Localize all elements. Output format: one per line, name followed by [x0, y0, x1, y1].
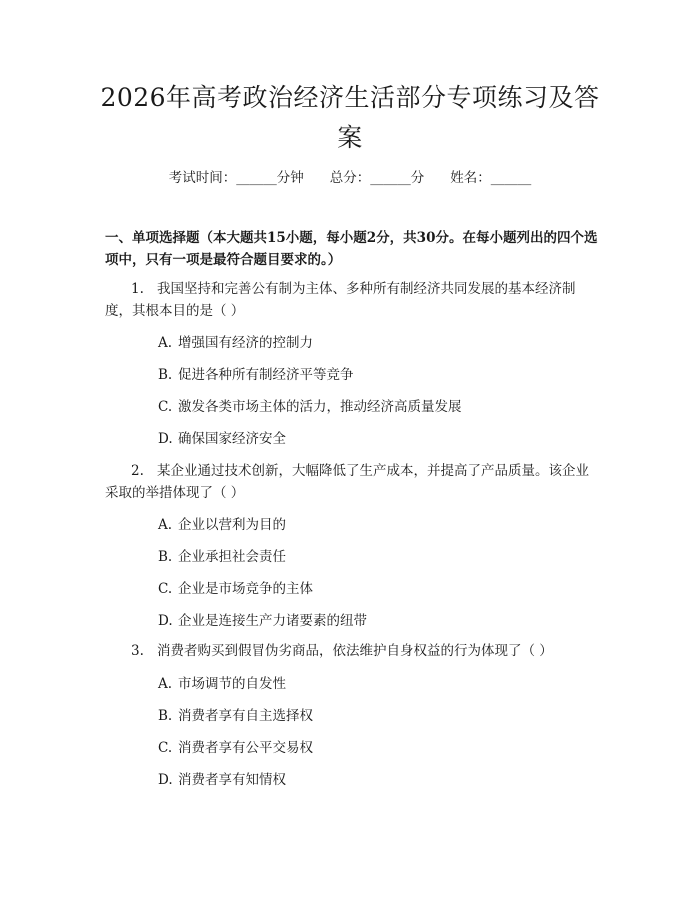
option-letter: C. — [158, 581, 173, 597]
question-number: 1. — [131, 281, 144, 297]
section-header: 一、单项选择题（本大题共15小题，每小题2分，共30分。在每小题列出的四个选项中，只有一项是最符合题目要求的。） — [105, 230, 598, 268]
option-a — [158, 332, 598, 354]
exam-time-label: 考试时间：______分钟 — [168, 170, 304, 186]
option-letter: C. — [158, 399, 173, 415]
total-score-label: 总分：______分 — [329, 170, 425, 186]
option-a — [158, 514, 598, 536]
option-b — [158, 705, 598, 727]
option-text: 企业是市场竞争的主体 — [178, 581, 313, 597]
option-text: 增强国有经济的控制力 — [178, 335, 313, 351]
question-number: 3. — [131, 643, 144, 659]
option-text: 企业以营利为目的 — [178, 517, 286, 533]
option-b — [158, 364, 598, 386]
option-d — [158, 769, 598, 791]
option-d — [158, 428, 598, 450]
question-text: 消费者购买到假冒伪劣商品，依法维护自身权益的行为体现了（ ） — [157, 643, 553, 659]
option-text: 确保国家经济安全 — [178, 431, 286, 447]
option-text: 企业是连接生产力诸要素的纽带 — [178, 613, 367, 629]
option-text: 消费者享有自主选择权 — [178, 708, 313, 724]
option-letter: A. — [158, 335, 173, 351]
option-letter: A. — [158, 676, 173, 692]
option-letter: B. — [158, 549, 173, 565]
option-letter: C. — [158, 740, 173, 756]
option-text: 消费者享有公平交易权 — [178, 740, 313, 756]
option-text: 企业承担社会责任 — [178, 549, 286, 565]
question-text: 某企业通过技术创新，大幅降低了生产成本，并提高了产品质量。该企业采取的举措体现了（ ） — [105, 463, 589, 501]
option-c — [158, 396, 598, 418]
question-1 — [105, 278, 600, 322]
student-name-label: 姓名：______ — [450, 170, 532, 186]
option-letter: D. — [158, 431, 173, 447]
option-letter: B. — [158, 708, 173, 724]
question-number: 2. — [131, 463, 144, 479]
option-letter: D. — [158, 613, 173, 629]
page-title: 2026年高考政治经济生活部分专项练习及答案 — [100, 83, 600, 152]
option-a — [158, 673, 598, 695]
option-text: 市场调节的自发性 — [178, 676, 286, 692]
exam-info-line — [0, 168, 700, 188]
option-letter: A. — [158, 517, 173, 533]
option-letter: D. — [158, 772, 173, 788]
question-3 — [105, 640, 600, 662]
option-letter: B. — [158, 367, 173, 383]
option-b — [158, 546, 598, 568]
option-text: 消费者享有知情权 — [178, 772, 286, 788]
option-text: 促进各种所有制经济平等竞争 — [178, 367, 354, 383]
question-2 — [105, 460, 600, 504]
option-c — [158, 578, 598, 600]
question-text: 我国坚持和完善公有制为主体、多种所有制经济共同发展的基本经济制度，其根本目的是（ ） — [105, 281, 576, 319]
option-c — [158, 737, 598, 759]
option-d — [158, 610, 598, 632]
option-text: 激发各类市场主体的活力，推动经济高质量发展 — [178, 399, 462, 415]
